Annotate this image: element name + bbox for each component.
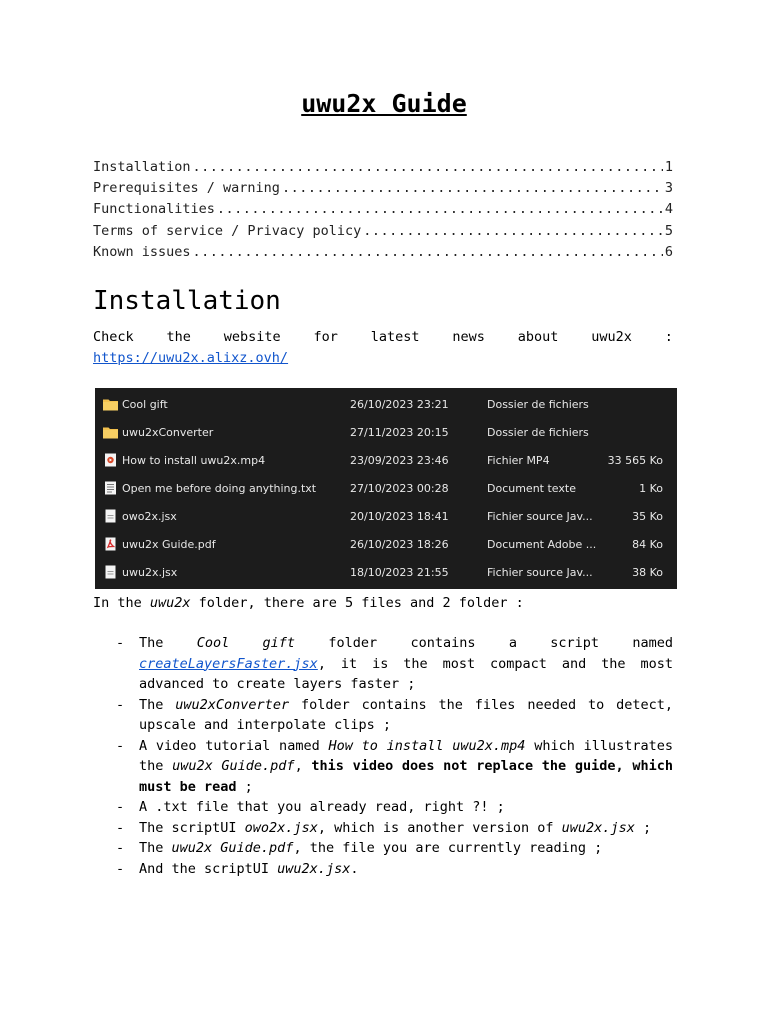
- file-size: 35 Ko: [632, 509, 663, 523]
- table-of-contents: [93, 157, 673, 263]
- item-text: ;: [634, 819, 652, 836]
- toc-entry[interactable]: [93, 157, 673, 178]
- script-file-icon: [103, 509, 118, 523]
- text-file-icon: [103, 481, 118, 495]
- bullet-dash: -: [116, 737, 125, 754]
- intro-word: :: [664, 329, 673, 345]
- item-bold-warning: this video does not replace the guide, which must be read: [139, 758, 673, 795]
- file-date: 27/11/2023 20:15: [350, 425, 449, 439]
- video-file-icon: [103, 453, 118, 467]
- bullet-dash: -: [116, 635, 125, 651]
- item-emphasis: uwu2xConverter: [175, 696, 290, 713]
- document-title: uwu2x Guide: [301, 89, 467, 118]
- file-name: uwu2xConverter: [122, 425, 214, 439]
- item-emphasis: uwu2x Guide.pdf: [172, 758, 295, 774]
- script-file-icon: [103, 565, 118, 579]
- intro-text: [93, 327, 673, 348]
- file-size: 33 565 Ko: [607, 453, 663, 467]
- file-type: Fichier MP4: [487, 453, 550, 467]
- file-type: Document texte: [487, 481, 576, 495]
- item-text: folder contains a script named: [295, 635, 673, 651]
- toc-entry-page: 1: [664, 159, 673, 175]
- item-text: A video tutorial named: [139, 737, 329, 754]
- toc-entry-page: 5: [664, 222, 673, 239]
- file-type: Dossier de fichiers: [487, 425, 589, 439]
- bullet-dash: -: [116, 799, 125, 815]
- file-type: Dossier de fichiers: [487, 397, 589, 411]
- file-date: 23/09/2023 23:46: [350, 453, 449, 467]
- list-item: [93, 838, 673, 859]
- file-date: 26/10/2023 23:21: [350, 397, 449, 411]
- list-item: [93, 633, 673, 695]
- toc-entry[interactable]: [93, 242, 673, 263]
- folder-icon: [103, 425, 118, 439]
- item-text: .: [350, 860, 359, 877]
- bullet-dash: -: [116, 819, 125, 836]
- item-text: , the file you are currently reading ;: [293, 840, 603, 856]
- toc-entry-page: 3: [664, 180, 673, 197]
- list-item: [93, 859, 673, 880]
- file-size: 1 Ko: [639, 481, 663, 495]
- toc-entry[interactable]: [93, 221, 673, 242]
- file-row[interactable]: [95, 502, 677, 530]
- item-text: , it is the most compact and the most advanced to create layers faster ;: [139, 655, 673, 692]
- intro-word: website: [223, 329, 281, 345]
- item-text: The: [139, 635, 197, 651]
- item-text: The scriptUI: [139, 819, 245, 836]
- website-link[interactable]: https://uwu2x.alixz.ovh/: [93, 349, 289, 366]
- intro-paragraph: [93, 327, 673, 368]
- file-type: Fichier source Jav...: [487, 565, 593, 579]
- bullet-dash: -: [116, 860, 125, 877]
- file-date: 18/10/2023 21:55: [350, 565, 449, 579]
- item-text: ,: [294, 758, 312, 774]
- toc-entry[interactable]: [93, 178, 673, 199]
- item-text: ;: [236, 778, 253, 795]
- file-name: Open me before doing anything.txt: [122, 481, 317, 495]
- toc-entry-label: Known issues: [93, 243, 191, 260]
- file-type: Fichier source Jav...: [487, 509, 593, 523]
- file-size: 84 Ko: [632, 537, 663, 551]
- intro-word: the: [166, 329, 191, 345]
- intro-word: for: [313, 329, 338, 345]
- item-text: folder contains the files needed to detect, upscale and interpolate clips ;: [139, 696, 674, 733]
- intro-word: latest: [370, 329, 420, 345]
- toc-leader-dots: [363, 221, 663, 242]
- intro-word: about: [517, 329, 559, 345]
- item-emphasis: uwu2x.jsx: [561, 819, 635, 836]
- intro-word: uwu2x: [591, 329, 632, 345]
- file-date: 27/10/2023 00:28: [350, 481, 449, 495]
- toc-entry-label: Installation: [93, 159, 191, 175]
- toc-leader-dots: [193, 242, 663, 263]
- item-text: And the scriptUI: [139, 860, 278, 877]
- list-item: [93, 695, 673, 736]
- file-type: Document Adobe ...: [487, 537, 597, 551]
- summary-suffix: folder, there are 5 files and 2 folder :: [190, 595, 524, 611]
- toc-leader-dots: [193, 157, 663, 178]
- toc-entry-label: Terms of service / Privacy policy: [93, 222, 362, 239]
- intro-word: news: [452, 329, 485, 345]
- bullet-dash: -: [116, 696, 125, 713]
- script-link[interactable]: createLayersFaster.jsx: [139, 655, 318, 672]
- item-emphasis: Cool gift: [196, 635, 296, 651]
- item-text: which illustrates the: [139, 737, 673, 774]
- list-item: [93, 736, 673, 798]
- file-row[interactable]: [95, 446, 677, 474]
- file-date: 26/10/2023 18:26: [350, 537, 449, 551]
- file-date: 20/10/2023 18:41: [350, 509, 449, 523]
- file-name: uwu2x Guide.pdf: [122, 537, 216, 551]
- list-item: [93, 818, 673, 839]
- toc-leader-dots: [282, 178, 663, 199]
- item-emphasis: uwu2x Guide.pdf: [171, 840, 294, 856]
- file-row[interactable]: [95, 474, 677, 502]
- file-name: How to install uwu2x.mp4: [122, 453, 266, 467]
- summary-folder-name: uwu2x: [149, 595, 191, 611]
- bullet-dash: -: [116, 840, 125, 856]
- section-heading: Installation: [93, 286, 281, 316]
- list-item: [93, 797, 673, 818]
- toc-entry-page: 4: [664, 201, 673, 218]
- summary-prefix: In the: [93, 595, 150, 611]
- toc-entry-label: Prerequisites / warning: [93, 180, 280, 197]
- file-name: Cool gift: [122, 397, 168, 411]
- item-text: A .txt file that you already read, right ?! ;: [139, 799, 505, 815]
- pdf-file-icon: [103, 537, 118, 551]
- toc-entry[interactable]: [93, 199, 673, 220]
- folder-icon: [103, 397, 118, 411]
- file-row[interactable]: [95, 558, 677, 586]
- toc-leader-dots: [217, 199, 663, 220]
- file-row[interactable]: [95, 530, 677, 558]
- intro-word: Check: [93, 329, 134, 345]
- files-bullet-list: [93, 633, 673, 879]
- file-explorer-screenshot: [95, 388, 677, 589]
- item-text: , which is another version of: [317, 819, 562, 836]
- item-text: The: [139, 696, 176, 713]
- item-text: The: [139, 840, 172, 856]
- file-size: 38 Ko: [632, 565, 663, 579]
- toc-entry-label: Functionalities: [93, 201, 215, 218]
- item-emphasis: How to install uwu2x.mp4: [328, 737, 526, 754]
- file-name: owo2x.jsx: [122, 509, 177, 523]
- item-emphasis: uwu2x.jsx: [277, 860, 351, 877]
- file-row[interactable]: [95, 418, 677, 446]
- file-row[interactable]: [95, 390, 677, 418]
- toc-entry-page: 6: [664, 243, 673, 260]
- item-emphasis: owo2x.jsx: [244, 819, 318, 836]
- file-name: uwu2x.jsx: [122, 565, 178, 579]
- folder-summary: [93, 593, 524, 614]
